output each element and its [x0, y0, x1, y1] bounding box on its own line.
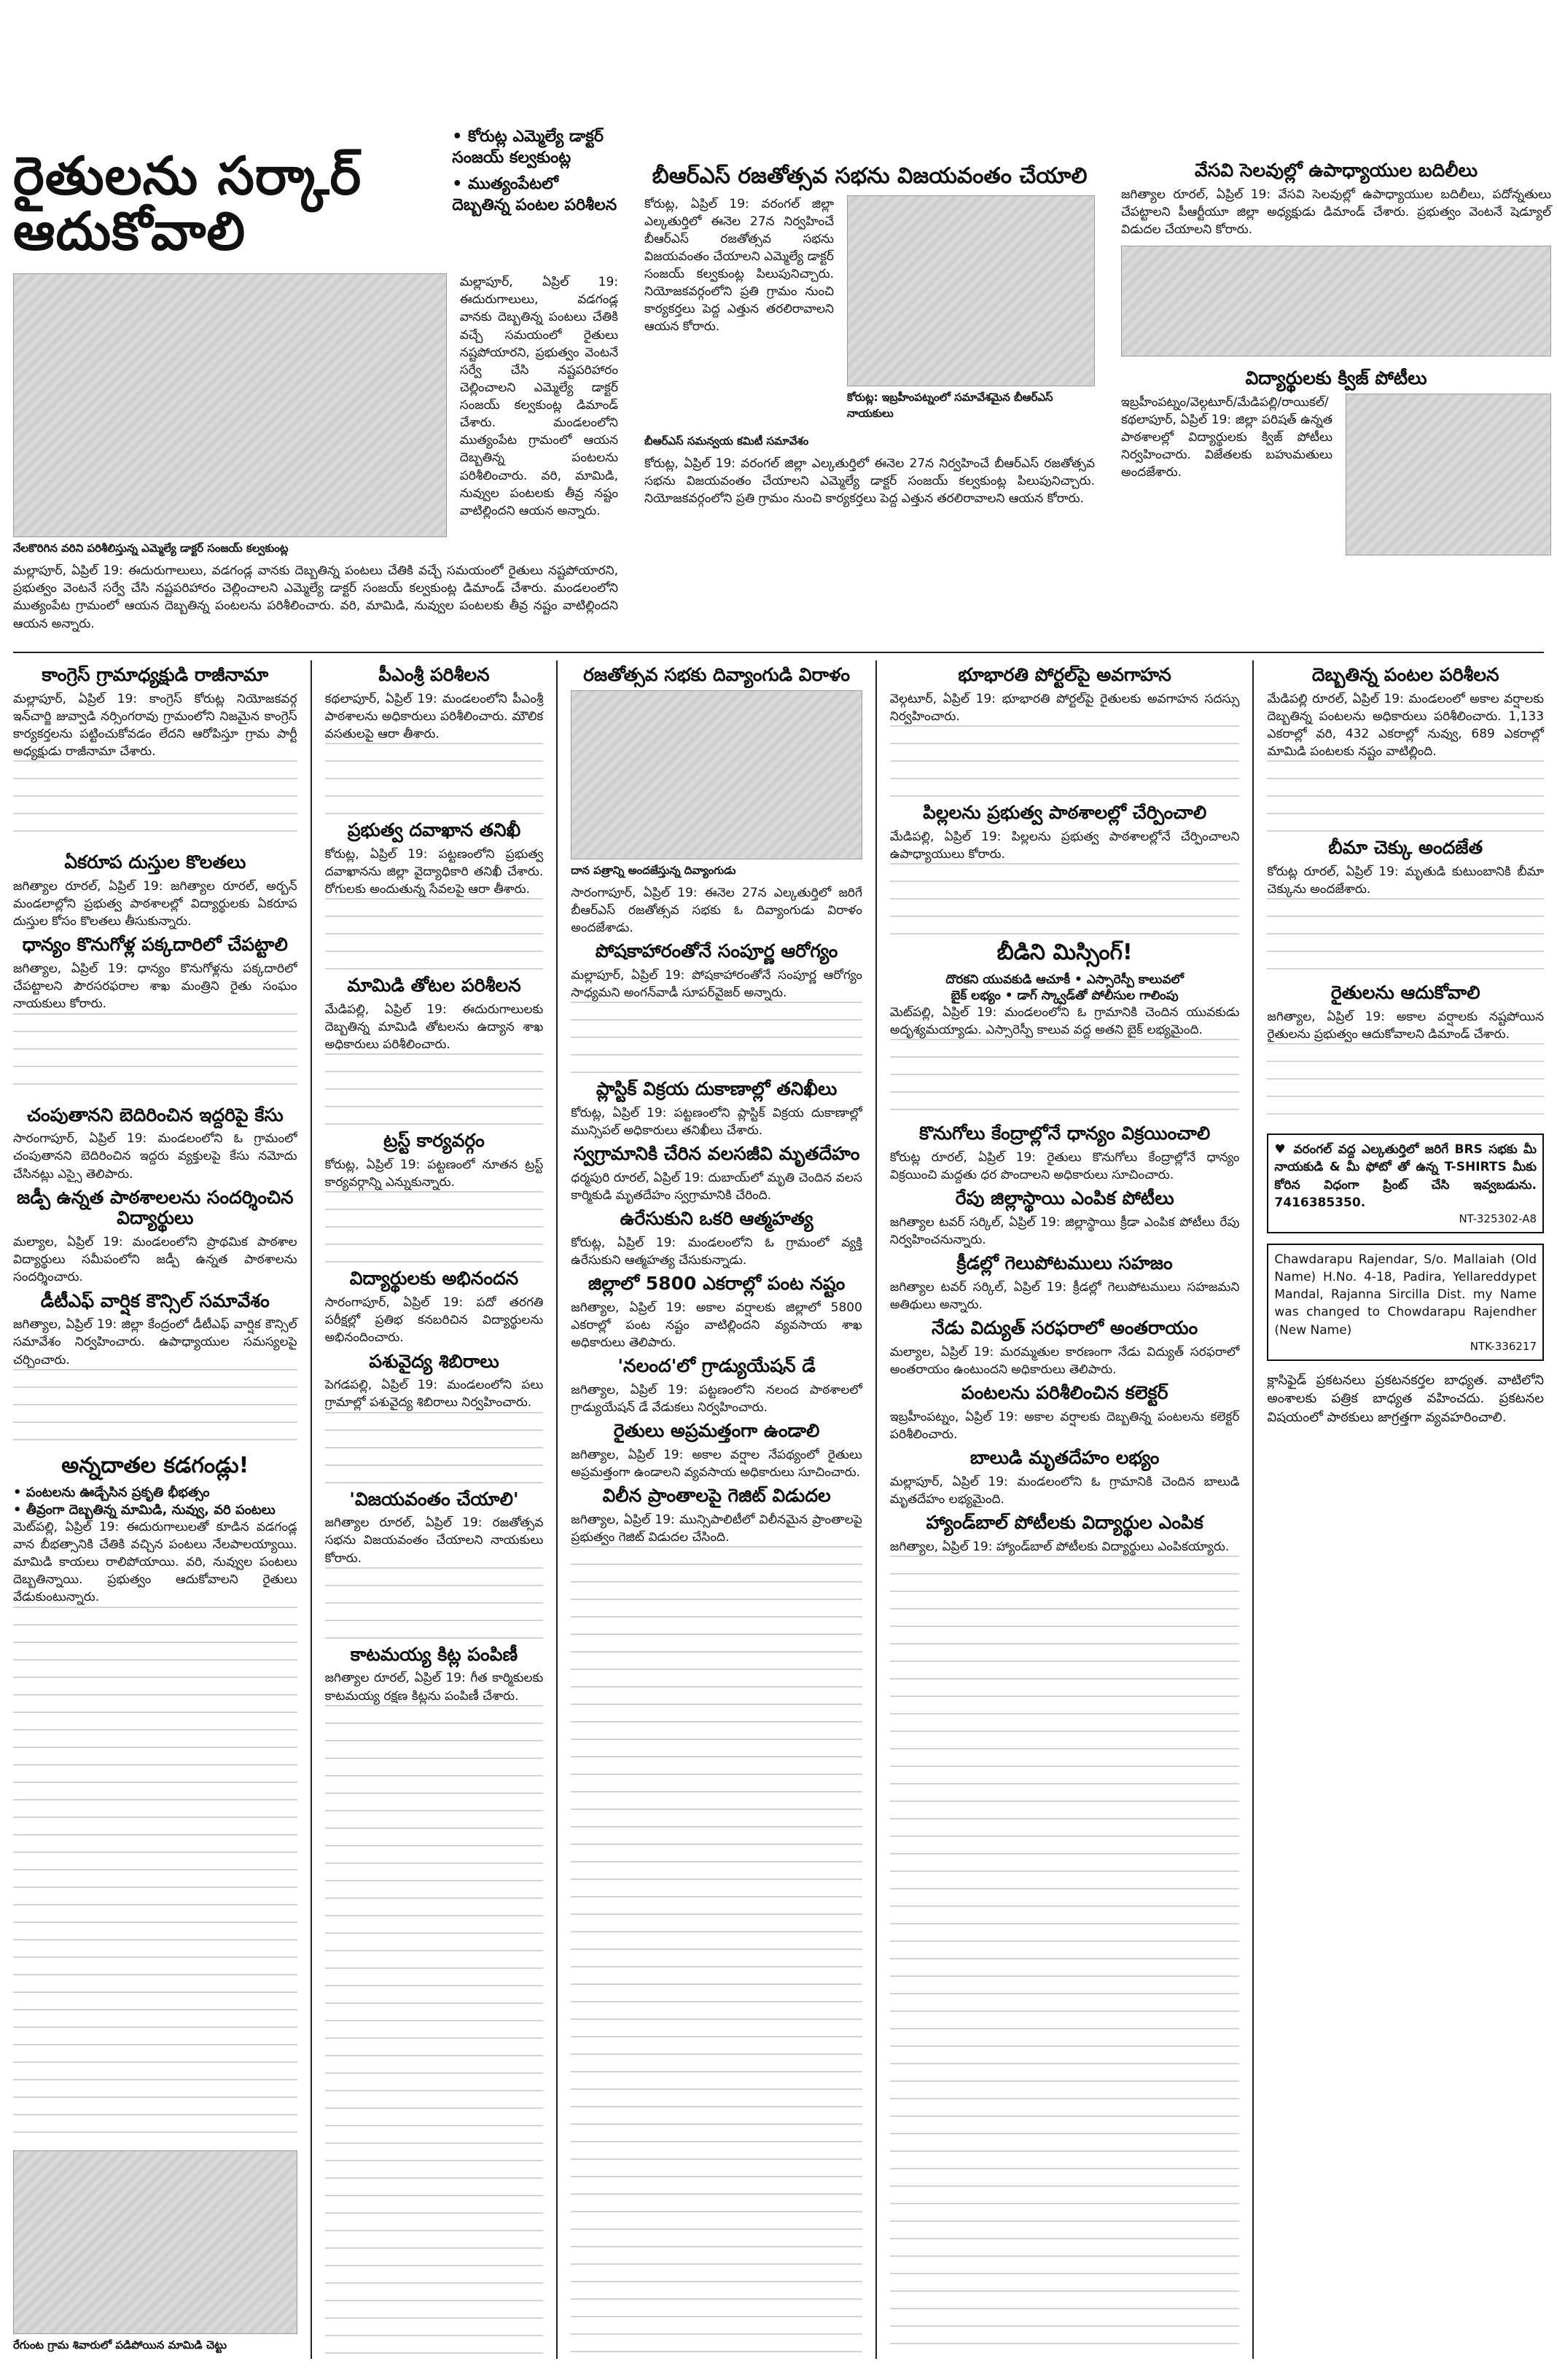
dusthulu-headline: ఏకరూప దుస్తుల కొలతలు [64, 851, 246, 873]
main-bullet-2: • ముత్యంపేటలో దెబ్బతిన్న పంటల పరిశీలన [452, 175, 617, 214]
text-filler [325, 1191, 544, 1264]
debba-headline: దెబ్బతిన్న పంటల పరిశీలన [1311, 664, 1499, 685]
upadhyaya-headline: వేసవి సెలవుల్లో ఉపాధ్యాయుల బదిలీలు [1195, 160, 1478, 181]
collector-body: ఇబ్రహీంపట్నం, ఏప్రిల్ 19: అకాల వర్షాలకు దెబ్బతిన్న పంటలను కలెక్టర్ పరిశీలించారు. [889, 1409, 1240, 1442]
upadhyaya-filler [1121, 246, 1551, 356]
text-filler [890, 725, 1240, 798]
divider [875, 660, 877, 2359]
annadata-photo-caption: రేగుంట గ్రామ శివారులో పడిపోయిన మామిడి చెట్టు [13, 2338, 227, 2352]
vidyarthi-body: సారంగాపూర్, ఏప్రిల్ 19: పదో తరగతి పరీక్షల్లో ప్రతిభ కనబరిచిన విద్యార్థులను అభినందించారు. [324, 1295, 544, 1346]
pantanashtam-body: జగిత్యాల, ఏప్రిల్ 19: అకాల వర్షాలకు జిల్లాలో 5800 ఎకరాల్లో పంట నష్టం వాటిల్లిందని వ్యవసాయ శాఖ అధికారులు తెలిపారు. [571, 1300, 862, 1351]
pashu-body: పెగడపల్లి, ఏప్రిల్ 19: మండలంలోని పలు గ్రామాల్లో పశువైద్య శిబిరాలు నిర్వహించారు. [324, 1378, 544, 1411]
brs-body: కోరుట్ల, ఏప్రిల్ 19: వరంగల్ జిల్లా ఎల్కతుర్తిలో ఈనెల 27న నిర్వహించే బీఆర్ఎస్ రజతోత్సవ సభను విజయవంతం చేయాలని ఎమ్మెల్యే డాక్టర్ సంజయ్ కల్వకుంట్ల పిలుపునిచ్చారు. నియోజకవర్గంలోని ప్రతి గ్రామం నుంచి కార్యకర్తలు పెద్ద ఎత్తున తరలిరావాలని ఆయన కోరారు. [644, 196, 834, 335]
text-filler [1267, 760, 1544, 833]
brs-ad-text: ♥ వరంగల్ వద్ద ఎల్కతుర్తిలో జరిగే BRS సభకు మీ నాయకుడి & మీ ఫోటో తో ఉన్న T-SHIRTS మీకు కోరిన విధంగా ప్రింట్ చేసి ఇవ్వబడును. 7416385350. [1274, 1142, 1537, 1210]
text-filler [325, 1705, 544, 2359]
main-bullet-1: • కోరుట్ల ఎమ్మెల్యే డాక్టర్ సంజయ్ కల్వకుంట్ల [452, 128, 604, 167]
pillalu-headline: పిల్లలను ప్రభుత్వ పాఠశాలల్లో చేర్పించాలి [923, 802, 1207, 823]
column-1 [13, 660, 297, 2359]
poshana-headline: పోషకాహారంతోనే సంపూర్ణ ఆరోగ్యం [595, 940, 838, 962]
text-filler [890, 1039, 1240, 1119]
handball-body: జగిత్యాల, ఏప్రిల్ 19: హ్యాండ్‌బాల్ పోటీలకు విద్యార్థులు ఎంపికయ్యారు. [889, 1539, 1230, 1554]
mamidi-headline: మామిడి తోటల పరిశీలన [347, 975, 521, 996]
upadhyaya-body: జగిత్యాల రూరల్, ఏప్రిల్ 19: వేసవి సెలవుల్లో ఉపాధ్యాయుల బదిలీలు, పదోన్నతులు చేపట్టాలని పీఆర్టీయూ జిల్లా అధ్యక్షుడు డిమాండ్ చేశారు. ప్రభుత్వం వెంటనే షెడ్యూల్ విడుదల చేయాలని కోరారు. [1121, 187, 1551, 237]
plastic-headline: ప్లాస్టిక్ విక్రయ దుకాణాల్లో తనిఖీలు [596, 1078, 838, 1100]
text-filler [1267, 1043, 1544, 1123]
vidyarthi-headline: విద్యార్థులకు అభినందన [349, 1268, 519, 1290]
konugolu-headline: కొనుగోలు కేంద్రాల్లోనే ధాన్యం విక్రయించాలి [919, 1122, 1211, 1144]
raitulu-body: జగిత్యాల, ఏప్రిల్ 19: అకాల వర్షాల నేపథ్యంలో రైతులు అప్రమత్తంగా ఉండాలని వ్యవసాయ అధికారులు సూచించారు. [571, 1448, 862, 1480]
katamayya-headline: కాటమయ్య కిట్ల పంపిణీ [350, 1643, 518, 1665]
column-2 [325, 660, 544, 2359]
bhubharathi-body: వెల్గటూర్, ఏప్రిల్ 19: భూభారతి పోర్టల్‌పై రైతులకు అవగాహన సదస్సు నిర్వహించారు. [889, 691, 1240, 724]
sanctions-body: కోరుట్ల, ఏప్రిల్ 19: పట్టణంలోని ప్రభుత్వ దవాఖానను జిల్లా వైద్యాధికారి తనిఖీ చేశారు. రోగులకు అందుతున్న సేవలపై ఆరా తీశారు. [324, 846, 544, 897]
swagram-headline: స్వగ్రామానికి చేరిన వలసజీవి మృతదేహం [573, 1143, 860, 1165]
pmsri-body: కథలాపూర్, ఏప్రిల్ 19: మండలంలోని పీఎంశ్రీ పాఠశాలను అధికారులు పరిశీలించారు. మౌలిక వసతులపై ఆరా తీశారు. [324, 691, 544, 741]
divider [1252, 660, 1254, 2359]
text-filler [571, 1546, 862, 2359]
handball-headline: హ్యాండ్‌బాల్ పోటీలకు విద్యార్థుల ఎంపిక [926, 1511, 1203, 1533]
main-story [13, 17, 618, 644]
quiz-headline: విద్యార్థులకు క్విజ్ పోటీలు [1245, 367, 1427, 389]
jayanti-headline: జడ్పీ ఉన్నత పాఠశాలలను సందర్శించిన విద్యార్థులు [16, 1186, 294, 1229]
lower-section [13, 660, 1544, 2359]
main-photo-caption: నేలకొరిగిన వరిని పరిశీలిస్తున్న ఎమ్మెల్యే డాక్టర్ సంజయ్ కల్వకుంట్ల [13, 542, 289, 555]
swagram-body: ధర్మపురి రూరల్, ఏప్రిల్ 19: దుబాయ్‌లో మృతి చెందిన వలస కార్మికుడి మృతదేహం స్వగ్రామానికి చేరింది. [571, 1170, 862, 1203]
mamidi-body: మేడిపల్లి, ఏప్రిల్ 19: ఈదురుగాలులకు దెబ్బతిన్న మామిడి తోటలను ఉద్యాన శాఖ అధికారులు పరిశీలించారు. [324, 1002, 544, 1053]
rajatotsava-body: సారంగాపూర్, ఏప్రిల్ 19: ఈనెల 27న ఎల్కతుర్తిలో జరిగే బీఆర్ఎస్ రజతోత్సవ సభకు ఓ దివ్యాంగుడు విరాళం అందజేశాడు. [571, 885, 862, 935]
dcc-headline: డీటీఎఫ్ వార్షిక కౌన్సిల్ సమావేశం [40, 1290, 270, 1311]
column-3 [571, 660, 862, 2359]
chembu-body: సారంగాపూర్, ఏప్రిల్ 19: మండలంలోని ఓ గ్రామంలో చంపుతానని బెదిరించిన ఇద్దరు వ్యక్తులపై కేసు నమోదు చేసినట్లు ఎస్సై తెలిపారు. [13, 1131, 297, 1182]
chembu-headline: చంపుతానని బెదిరించిన ఇద్దరిపై కేసు [26, 1104, 284, 1125]
vilina-body: జగిత్యాల, ఏప్రిల్ 19: మున్సిపాలిటీలో విలీనమైన ప్రాంతాలపై ప్రభుత్వం గెజిట్ విడుదల చేసింది. [571, 1513, 862, 1545]
text-filler [13, 1369, 297, 1449]
annadata-bullet-1: • పంటలను ఊడ్చేసిన ప్రకృతి భీభత్సం [13, 1485, 210, 1501]
kreeda-body: జగిత్యాల టవర్ సర్కిల్, ఏప్రిల్ 19: క్రీడల్లో గెలుపోటములు సహజమని అతిథులు అన్నారు. [889, 1279, 1240, 1312]
pantanashtam-headline: జిల్లాలో 5800 ఎకరాల్లో పంట నష్టం [588, 1273, 846, 1295]
text-filler [890, 1556, 1240, 2359]
name-change-code: NTK-336217 [1470, 1339, 1537, 1353]
nalanda-body: జగిత్యాల, ఏప్రిల్ 19: పట్టణంలోని నలంద పాఠశాలలో గ్రాడ్యుయేషన్ డే వేడుకలు నిర్వహించారు. [571, 1383, 862, 1416]
dhanyam-headline: ధాన్యం కొనుగోళ్ల పక్కదారిలో చేపట్టాలి [22, 934, 288, 956]
quiz-body: ఇబ్రహీంపట్నం/వెల్గటూర్/మేడిపల్లి/రాయికల్/కథలాపూర్, ఏప్రిల్ 19: జిల్లా పరిషత్ ఉన్నత పాఠశాలల్లో విద్యార్థులకు క్విజ్ పోటీలు నిర్వహించారు. విజేతలకు బహుమతులు అందజేశారు. [1121, 394, 1332, 480]
text-filler [571, 1002, 862, 1074]
divider [556, 660, 558, 2359]
right-top-column [1121, 17, 1551, 644]
divider [311, 660, 312, 2359]
annadata-headline: అన్నదాతల కడగండ్లు! [61, 1452, 249, 1478]
annadata-photo [13, 2150, 297, 2334]
sanctions-headline: ప్రభుత్వ దవాఖాన తనిఖీ [347, 819, 521, 841]
vijay-body: జగిత్యాల రూరల్, ఏప్రిల్ 19: రజతోత్సవ సభను విజయవంతం చేయాలని నాయకులు కోరారు. [324, 1515, 544, 1566]
pashu-headline: పశువైద్య శిబిరాలు [369, 1350, 499, 1372]
debba-body: మేడిపల్లి రూరల్, ఏప్రిల్ 19: మండలంలో అకాల వర్షాలకు దెబ్బతిన్న పంటలను అధికారులు పరిశీలించారు. 1,133 ఎకరాల్లో వరి, 432 ఎకరాల్లో నువ్వు, 689 ఎకరాల్లో మామిడి పంటలకు నష్టం వాటిల్లింది. [1267, 691, 1545, 760]
quiz-photo [1346, 394, 1551, 555]
bhubharathi-headline: భూభారతి పోర్టల్‌పై అవగాహన [958, 664, 1171, 685]
name-change-text: Chawdarapu Rajendar, S/o. Mallaiah (Old Name) H.No. 4-18, Padira, Yellareddypet Mandal, Rajanna Sircilla Dist. my Name was changed to Chowdarapu Rajendher (New Name) [1274, 1252, 1537, 1338]
vilina-headline: విలీన ప్రాంతాలపై గెజిట్ విడుదల [602, 1485, 831, 1507]
vidyut-headline: నేడు విద్యుత్ సరఫరాలో అంతరాయం [932, 1316, 1198, 1338]
brs-sub: బీఆర్ఎస్ సమన్వయ కమిటీ సమావేశం [644, 434, 809, 448]
text-filler [1267, 898, 1544, 978]
brs-caption: కోరుట్ల: ఇబ్రహీంపట్నంలో సమావేశమైన బీఆర్ఎస్ నాయకులు [847, 390, 1053, 420]
main-body: మల్లాపూర్, ఏప్రిల్ 19: ఈదురుగాలులు, వడగండ్ల వానకు దెబ్బతిన్న పంటలు చేతికి వచ్చే సమయంలో రైతులు నష్టపోయారని, ప్రభుత్వం వెంటనే సర్వే చేసి నష్టపరిహారం చెల్లించాలని ఎమ్మెల్యే డాక్టర్ సంజయ్ కల్వకుంట్ల డిమాండ్ చేశారు. మండలంలోని ముత్యంపేట గ్రామంలో ఆయన దెబ్బతిన్న పంటలను పరిశీలించారు. వరి, మామిడి, నువ్వుల పంటలకు తీవ్ర నష్టం వాటిల్లిందని ఆయన అన్నారు. [13, 563, 618, 631]
text-filler [325, 1412, 544, 1485]
repu-body: జగిత్యాల టవర్ సర్కిల్, ఏప్రిల్ 19: జిల్లాస్థాయి క్రీడా ఎంపిక పోటీలు రేపు నిర్వహించనున్నారు. [889, 1214, 1240, 1247]
beema-body: కోరుట్ల రూరల్, ఏప్రిల్ 19: మృతుడి కుటుంబానికి బీమా చెక్కును అందజేశారు. [1267, 865, 1545, 897]
raitulanu-body: జగిత్యాల, ఏప్రిల్ 19: అకాల వర్షాలకు నష్టపోయిన రైతులను ప్రభుత్వం ఆదుకోవాలని డిమాండ్ చేశారు. [1267, 1010, 1545, 1042]
pillalu-body: మేడిపల్లి, ఏప్రిల్ 19: పిల్లలను ప్రభుత్వ పాఠశాలల్లోనే చేర్పించాలని ఉపాధ్యాయులు కోరారు. [889, 829, 1240, 862]
katamayya-body: జగిత్యాల రూరల్, ఏప్రిల్ 19: గీత కార్మికులకు కాటమయ్య రక్షణ కిట్లను పంపిణీ చేశారు. [324, 1671, 544, 1704]
kreeda-headline: క్రీడల్లో గెలుపోటములు సహజం [956, 1252, 1173, 1273]
brs-ad-code: NT-325302-A8 [1459, 1212, 1537, 1225]
annadata-body: మెట్‌పల్లి, ఏప్రిల్ 19: ఈదురుగాలులతో కూడిన వడగండ్ల వాన బీభత్సానికి చేతికి వచ్చిన పంటలు నేలపాలయ్యాయి. మామిడి కాయలు రాలిపోయాయి. వరి, నువ్వుల పంటలు దెబ్బతిన్నాయి. ప్రభుత్వం ఆదుకోవాలని రైతులు వేడుకుంటున్నారు. [13, 1519, 297, 1605]
rajatotsava-headline: రజతోత్సవ సభకు దివ్యాంగుడి విరాళం [583, 664, 851, 685]
annadata-bullet-2: • తీవ్రంగా దెబ్బతిన్న మామిడి, నువ్వు, వరి పంటలు [13, 1502, 276, 1518]
raitulu-headline: రైతులు అప్రమత్తంగా ఉండాలి [613, 1420, 820, 1442]
spacer [1267, 1427, 1544, 2359]
top-section [13, 17, 1551, 644]
brs-headline: బీఆర్ఎస్ రజతోత్సవ సభను విజయవంతం చేయాలి [652, 163, 1088, 189]
beedi-bullet-1: దొరకని యువకుడి ఆచూకీ • ఎస్సారెస్పీ కాలువలో [945, 972, 1185, 987]
column-5 [1267, 660, 1544, 2359]
divider [13, 652, 1544, 653]
beedi-body: మెట్‌పల్లి, ఏప్రిల్ 19: మండలంలోని ఓ గ్రామానికి చెందిన యువకుడు అదృశ్యమయ్యాడు. ఎస్సారెస్పీ కాలువ వద్ద అతని బైక్ లభ్యమైంది. [889, 1004, 1240, 1037]
uri-body: కోరుట్ల, ఏప్రిల్ 19: మండలంలోని ఓ గ్రామంలో వ్యక్తి ఉరేసుకుని ఆత్మహత్య చేసుకున్నాడు. [571, 1235, 862, 1268]
brs-body-2: కోరుట్ల, ఏప్రిల్ 19: వరంగల్ జిల్లా ఎల్కతుర్తిలో ఈనెల 27న నిర్వహించే బీఆర్ఎస్ రజతోత్సవ సభను విజయవంతం చేయాలని ఎమ్మెల్యే డాక్టర్ సంజయ్ కల్వకుంట్ల పిలుపునిచ్చారు. నియోజకవర్గంలోని ప్రతి గ్రామం నుంచి కార్యకర్తలు పెద్ద ఎత్తున తరలిరావాలని ఆయన కోరారు. [644, 456, 1095, 506]
vijay-headline: 'విజయవంతం చేయాలి' [349, 1488, 519, 1510]
trusts-headline: ట్రస్ట్ కార్యవర్గం [383, 1130, 485, 1152]
uri-headline: ఉరేసుకుని ఒకరి ఆత్మహత్య [620, 1208, 813, 1230]
classified-disclaimer: క్లాసిఫైడ్ ప్రకటనలు ప్రకటనకర్తల బాధ్యత. వాటిలోని అంశాలకు పత్రిక బాధ్యత వహించదు. ప్రకటనల విషయంలో పాఠకులు జాగ్రత్తగా వ్యవహరించాలి. [1267, 1372, 1545, 1425]
text-filler [13, 760, 297, 848]
text-filler [13, 1013, 297, 1101]
congress-body: మల్లాపూర్, ఏప్రిల్ 19: కాంగ్రెస్ కోరుట్ల నియోజకవర్గ ఇన్‌చార్జి జువ్వాడి నర్సింగరావు గ్రామంలోని నిజమైన కాంగ్రెస్ కార్యకర్తలను పట్టించుకోవడం లేదని ఆరోపిస్తూ గ్రామ పార్టీ అధ్యక్షుడు రాజీనామా చేశారు. [13, 691, 297, 760]
brs-story [644, 17, 1095, 644]
beema-headline: బీమా చెక్కు అందజేత [1328, 837, 1483, 859]
collector-headline: పంటలను పరిశీలించిన కలెక్టర్ [961, 1381, 1168, 1403]
name-change-ad [1267, 1244, 1544, 1361]
jayanti-body: మల్యాల, ఏప్రిల్ 19: మండలంలోని ప్రాథమిక పాఠశాల విద్యార్థులు సమీపంలోని జడ్పీ ఉన్నత పాఠశాలను సందర్శించారు. [13, 1235, 297, 1285]
text-filler [325, 1567, 544, 1640]
text-filler [890, 863, 1240, 936]
beedi-headline: బీడిని మిస్సింగ్! [996, 940, 1133, 965]
text-filler [325, 898, 544, 971]
trusts-body: కోరుట్ల, ఏప్రిల్ 19: పట్టణంలో నూతన ట్రస్ట్ కార్యవర్గాన్ని ఎన్నుకున్నారు. [324, 1158, 544, 1190]
text-filler [13, 1607, 297, 2145]
main-photo [13, 273, 447, 537]
baludi-body: మల్లాపూర్, ఏప్రిల్ 19: మండలంలోని ఓ గ్రామానికి చెందిన బాలుడి మృతదేహం లభ్యమైంది. [889, 1474, 1240, 1507]
brs-tshirt-ad [1267, 1134, 1544, 1233]
nalanda-headline: 'నలంద'లో గ్రాడ్యుయేషన్ డే [617, 1355, 816, 1377]
main-headline: రైతులను సర్కార్ ఆదుకోవాలి [13, 145, 362, 262]
text-filler [325, 743, 544, 816]
baludi-headline: బాలుడి మృతదేహం లభ్యం [969, 1446, 1160, 1468]
repu-headline: రేపు జిల్లాస్థాయి ఎంపిక పోటీలు [955, 1187, 1174, 1209]
raitulanu-headline: రైతులను ఆదుకోవాలి [1330, 982, 1480, 1004]
dhanyam-body: జగిత్యాల, ఏప్రిల్ 19: ధాన్యం కొనుగోళ్లను పక్కదారిలో చేపట్టాలని పౌరసరఫరాల శాఖ మంత్రిని రైతు సంఘం నాయకులు కోరారు. [13, 961, 297, 1012]
main-body-side: మల్లాపూర్, ఏప్రిల్ 19: ఈదురుగాలులు, వడగండ్ల వానకు దెబ్బతిన్న పంటలు చేతికి వచ్చే సమయంలో రైతులు నష్టపోయారని, ప్రభుత్వం వెంటనే సర్వే చేసి నష్టపరిహారం చెల్లించాలని ఎమ్మెల్యే డాక్టర్ సంజయ్ కల్వకుంట్ల డిమాండ్ చేశారు. మండలంలోని ముత్యంపేట గ్రామంలో ఆయన దెబ్బతిన్న పంటలను పరిశీలించారు. వరి, మామిడి, నువ్వుల పంటలకు తీవ్ర నష్టం వాటిల్లిందని ఆయన అన్నారు. [459, 275, 618, 518]
vidyut-body: మల్యాల, ఏప్రిల్ 19: మరమ్మతుల కారణంగా నేడు విద్యుత్ సరఫరాలో అంతరాయం ఉంటుందని అధికారులు తెలిపారు. [889, 1344, 1240, 1377]
text-filler [325, 1053, 544, 1126]
dcc-body: జగిత్యాల, ఏప్రిల్ 19: జిల్లా కేంద్రంలో డీటీఎఫ్ వార్షిక కౌన్సిల్ సమావేశం నిర్వహించారు. ఉపాధ్యాయుల సమస్యలపై చర్చించారు. [13, 1317, 297, 1367]
rajatotsava-caption: దాన పత్రాన్ని అందజేస్తున్న దివ్యాంగుడు [571, 863, 736, 877]
pmsri-headline: పీఎంశ్రీ పరిశీలన [378, 664, 490, 685]
konugolu-body: కోరుట్ల రూరల్, ఏప్రిల్ 19: రైతులు కొనుగోలు కేంద్రాల్లోనే ధాన్యం విక్రయించి మద్దతు ధర పొందాలని అధికారులు సూచించారు. [889, 1150, 1240, 1182]
rajatotsava-photo [571, 690, 862, 859]
poshana-body: మల్లాపూర్, ఏప్రిల్ 19: పోషకాహారంతోనే సంపూర్ణ ఆరోగ్యం సాధ్యమని అంగన్‌వాడీ సూపర్‌వైజర్ అన్నారు. [571, 967, 862, 1000]
dusthulu-body: జగిత్యాల రూరల్, ఏప్రిల్ 19: జగిత్యాల రూరల్, అర్బన్ మండలాల్లోని ప్రభుత్వ పాఠశాలల్లో విద్యార్థులకు ఏకరూప దుస్తుల కోసం కొలతలు తీసుకున్నారు. [13, 879, 297, 929]
brs-photo [847, 195, 1095, 386]
column-4 [890, 660, 1240, 2359]
congress-headline: కాంగ్రెస్ గ్రామాధ్యక్షుడి రాజీనామా [42, 664, 269, 685]
beedi-bullet-2: బైక్ లభ్యం • డాగ్ స్క్వాడ్‌తో పోలీసుల గాలింపు [951, 988, 1179, 1003]
plastic-body: కోరుట్ల, ఏప్రిల్ 19: పట్టణంలోని ప్లాస్టిక్ విక్రయ దుకాణాల్లో మున్సిపల్ అధికారులు తనిఖీలు చేశారు. [571, 1105, 862, 1138]
